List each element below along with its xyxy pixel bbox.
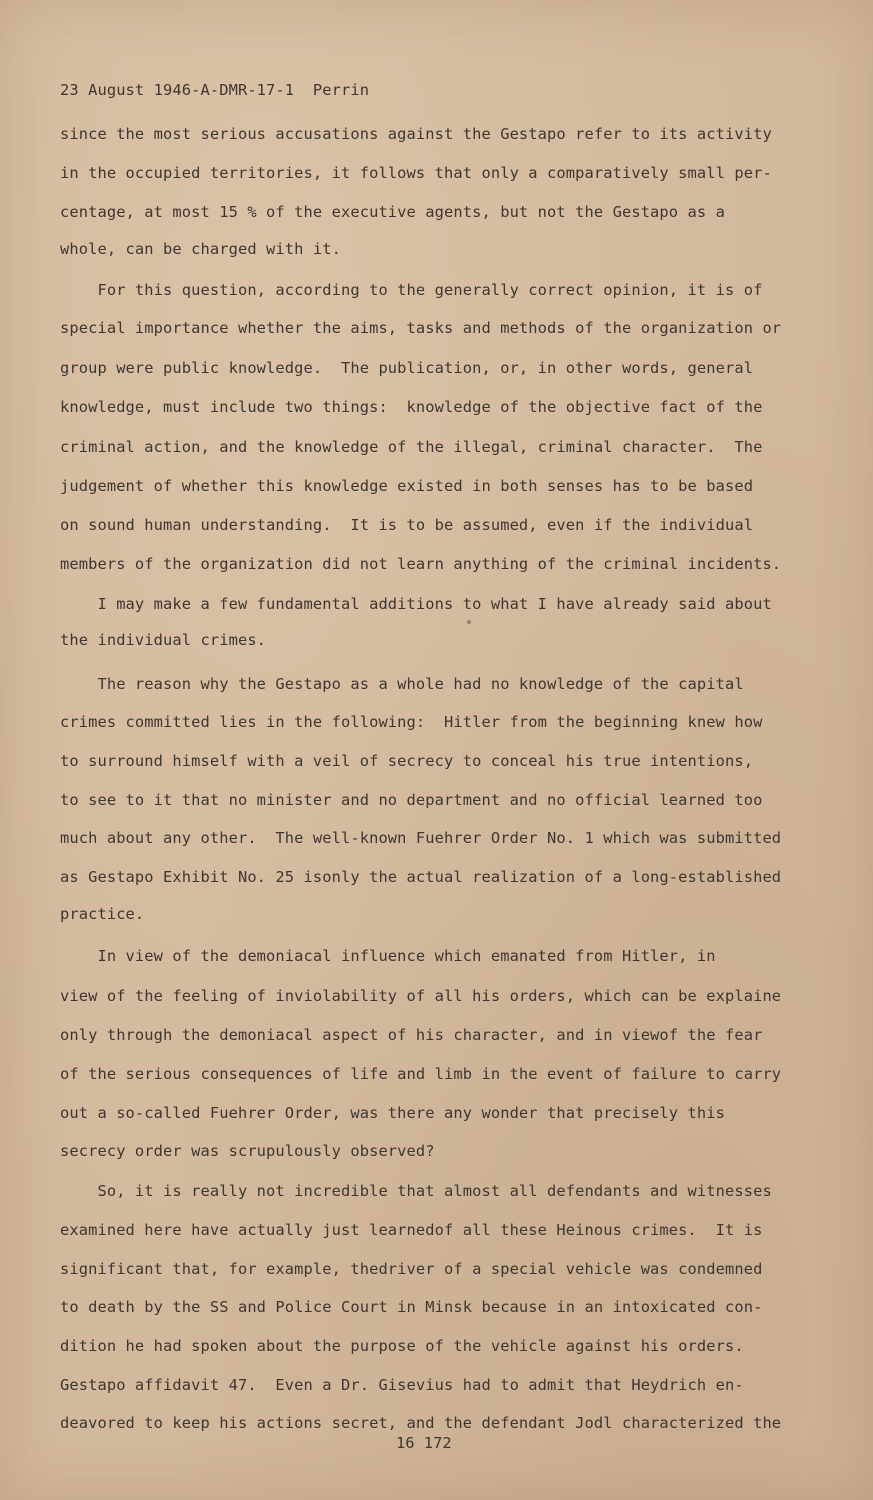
body-line-7: group were public knowledge. The publication, or, in other words, general	[60, 359, 754, 377]
body-line-13: I may make a few fundamental additions to what I have already said about	[60, 595, 772, 613]
body-line-17: to surround himself with a veil of secrecy to conceal his true intentions,	[60, 752, 754, 770]
body-line-1: since the most serious accusations against the Gestapo refer to its activity	[60, 125, 772, 143]
body-line-12: members of the organization did not learn anything of the criminal incidents.	[60, 555, 782, 573]
body-line-9: criminal action, and the knowledge of the illegal, criminal character. The	[60, 438, 763, 456]
body-line-2: in the occupied territories, it follows that only a comparatively small per-	[60, 164, 772, 182]
body-line-18: to see to it that no minister and no department and no official learned too	[60, 791, 763, 809]
body-line-25: of the serious consequences of life and limb in the event of failure to carry	[60, 1065, 782, 1083]
body-line-20: as Gestapo Exhibit No. 25 isonly the actual realization of a long-established	[60, 868, 782, 886]
body-line-33: Gestapo affidavit 47. Even a Dr. Gisevius had to admit that Heydrich en-	[60, 1376, 744, 1394]
body-line-6: special importance whether the aims, tasks and methods of the organization or	[60, 319, 782, 337]
body-line-15: The reason why the Gestapo as a whole had no knowledge of the capital	[60, 675, 744, 693]
document-header-reference: 23 August 1946-A-DMR-17-1 Perrin	[60, 81, 370, 99]
body-line-21: practice.	[60, 905, 145, 923]
body-line-24: only through the demoniacal aspect of his character, and in viewof the fear	[60, 1026, 763, 1044]
paper-speck	[467, 620, 471, 624]
page-number: 16 172	[396, 1434, 452, 1452]
body-line-27: secrecy order was scrupulously observed?	[60, 1142, 435, 1160]
body-line-10: judgement of whether this knowledge existed in both senses has to be based	[60, 477, 754, 495]
body-line-31: to death by the SS and Police Court in Minsk because in an intoxicated con-	[60, 1298, 763, 1316]
body-line-11: on sound human understanding. It is to be assumed, even if the individual	[60, 516, 754, 534]
body-line-30: significant that, for example, thedriver of a special vehicle was condemned	[60, 1260, 763, 1278]
body-line-26: out a so-called Fuehrer Order, was there any wonder that precisely this	[60, 1104, 725, 1122]
body-line-4: whole, can be charged with it.	[60, 240, 341, 258]
body-line-22: In view of the demoniacal influence which emanated from Hitler, in	[60, 947, 716, 965]
body-line-16: crimes committed lies in the following: Hitler from the beginning knew how	[60, 713, 763, 731]
body-line-34: deavored to keep his actions secret, and the defendant Jodl characterized the	[60, 1414, 782, 1432]
body-line-3: centage, at most 15 % of the executive agents, but not the Gestapo as a	[60, 203, 725, 221]
body-line-28: So, it is really not incredible that almost all defendants and witnesses	[60, 1182, 772, 1200]
body-line-8: knowledge, must include two things: knowledge of the objective fact of the	[60, 398, 763, 416]
body-line-5: For this question, according to the generally correct opinion, it is of	[60, 281, 763, 299]
body-line-23: view of the feeling of inviolability of all his orders, which can be explaine	[60, 987, 782, 1005]
body-line-29: examined here have actually just learnedof all these Heinous crimes. It is	[60, 1221, 763, 1239]
body-line-14: the individual crimes.	[60, 631, 267, 649]
body-line-32: dition he had spoken about the purpose of the vehicle against his orders.	[60, 1337, 744, 1355]
body-line-19: much about any other. The well-known Fuehrer Order No. 1 which was submitted	[60, 829, 782, 847]
